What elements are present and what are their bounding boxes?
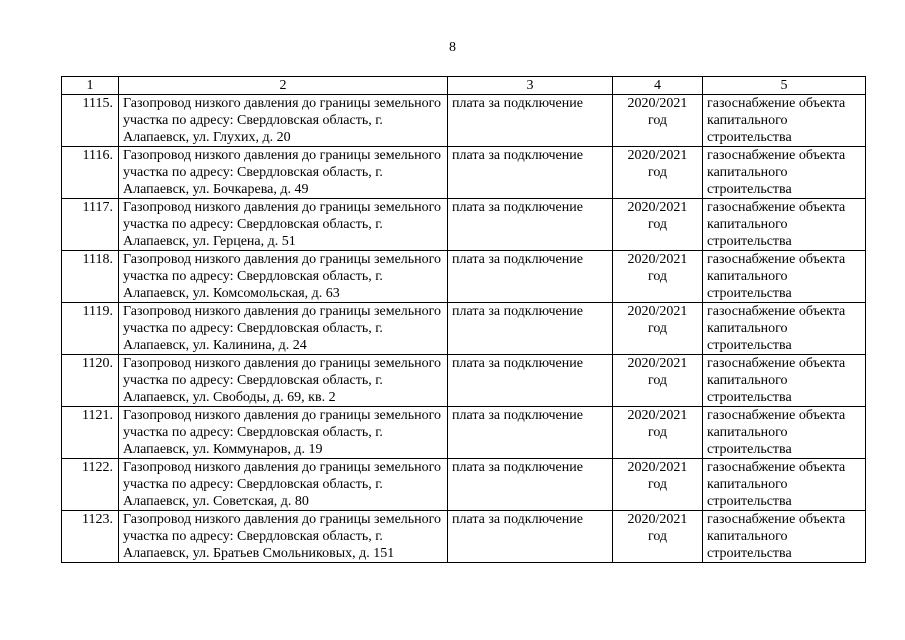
row-number: 1117.	[62, 199, 119, 251]
header-col-5: 5	[703, 77, 866, 95]
table-body	[62, 95, 866, 563]
header-col-3: 3	[448, 77, 613, 95]
implementation-period: 2020/2021 год	[613, 95, 703, 147]
purpose: газоснабжение объекта капитального строительства	[703, 147, 866, 199]
funding-source: плата за подключение	[448, 147, 613, 199]
funding-source: плата за подключение	[448, 407, 613, 459]
purpose: газоснабжение объекта капитального строительства	[703, 407, 866, 459]
table-row	[62, 407, 866, 459]
table-row	[62, 199, 866, 251]
funding-source: плата за подключение	[448, 511, 613, 563]
table-row	[62, 303, 866, 355]
implementation-period: 2020/2021 год	[613, 251, 703, 303]
object-description: Газопровод низкого давления до границы земельного участка по адресу: Свердловская область, г. Алапаевск, ул. Калинина, д. 24	[119, 303, 448, 355]
row-number: 1119.	[62, 303, 119, 355]
row-number: 1115.	[62, 95, 119, 147]
object-description: Газопровод низкого давления до границы земельного участка по адресу: Свердловская область, г. Алапаевск, ул. Глухих, д. 20	[119, 95, 448, 147]
table-row	[62, 147, 866, 199]
object-description: Газопровод низкого давления до границы земельного участка по адресу: Свердловская область, г. Алапаевск, ул. Братьев Смольниковых, д. 151	[119, 511, 448, 563]
implementation-period: 2020/2021 год	[613, 355, 703, 407]
row-number: 1123.	[62, 511, 119, 563]
table-row	[62, 251, 866, 303]
purpose: газоснабжение объекта капитального строительства	[703, 199, 866, 251]
object-description: Газопровод низкого давления до границы земельного участка по адресу: Свердловская область, г. Алапаевск, ул. Комсомольская, д. 63	[119, 251, 448, 303]
implementation-period: 2020/2021 год	[613, 147, 703, 199]
object-description: Газопровод низкого давления до границы земельного участка по адресу: Свердловская область, г. Алапаевск, ул. Бочкарева, д. 49	[119, 147, 448, 199]
implementation-period: 2020/2021 год	[613, 303, 703, 355]
row-number: 1120.	[62, 355, 119, 407]
table-row	[62, 355, 866, 407]
purpose: газоснабжение объекта капитального строительства	[703, 251, 866, 303]
purpose: газоснабжение объекта капитального строительства	[703, 459, 866, 511]
header-col-4: 4	[613, 77, 703, 95]
funding-source: плата за подключение	[448, 95, 613, 147]
object-description: Газопровод низкого давления до границы земельного участка по адресу: Свердловская область, г. Алапаевск, ул. Герцена, д. 51	[119, 199, 448, 251]
purpose: газоснабжение объекта капитального строительства	[703, 95, 866, 147]
header-row	[62, 77, 866, 95]
object-description: Газопровод низкого давления до границы земельного участка по адресу: Свердловская область, г. Алапаевск, ул. Свободы, д. 69, кв. 2	[119, 355, 448, 407]
implementation-period: 2020/2021 год	[613, 511, 703, 563]
row-number: 1116.	[62, 147, 119, 199]
funding-source: плата за подключение	[448, 251, 613, 303]
funding-source: плата за подключение	[448, 199, 613, 251]
investment-table	[61, 76, 866, 563]
funding-source: плата за подключение	[448, 355, 613, 407]
row-number: 1121.	[62, 407, 119, 459]
implementation-period: 2020/2021 год	[613, 459, 703, 511]
implementation-period: 2020/2021 год	[613, 407, 703, 459]
table-header	[62, 77, 866, 95]
object-description: Газопровод низкого давления до границы земельного участка по адресу: Свердловская область, г. Алапаевск, ул. Советская, д. 80	[119, 459, 448, 511]
row-number: 1122.	[62, 459, 119, 511]
page-number: 8	[449, 40, 456, 55]
purpose: газоснабжение объекта капитального строительства	[703, 355, 866, 407]
purpose: газоснабжение объекта капитального строительства	[703, 511, 866, 563]
object-description: Газопровод низкого давления до границы земельного участка по адресу: Свердловская область, г. Алапаевск, ул. Коммунаров, д. 19	[119, 407, 448, 459]
implementation-period: 2020/2021 год	[613, 199, 703, 251]
row-number: 1118.	[62, 251, 119, 303]
header-col-2: 2	[119, 77, 448, 95]
table-row	[62, 511, 866, 563]
funding-source: плата за подключение	[448, 303, 613, 355]
table-row	[62, 95, 866, 147]
table-row	[62, 459, 866, 511]
header-col-1: 1	[62, 77, 119, 95]
funding-source: плата за подключение	[448, 459, 613, 511]
purpose: газоснабжение объекта капитального строительства	[703, 303, 866, 355]
